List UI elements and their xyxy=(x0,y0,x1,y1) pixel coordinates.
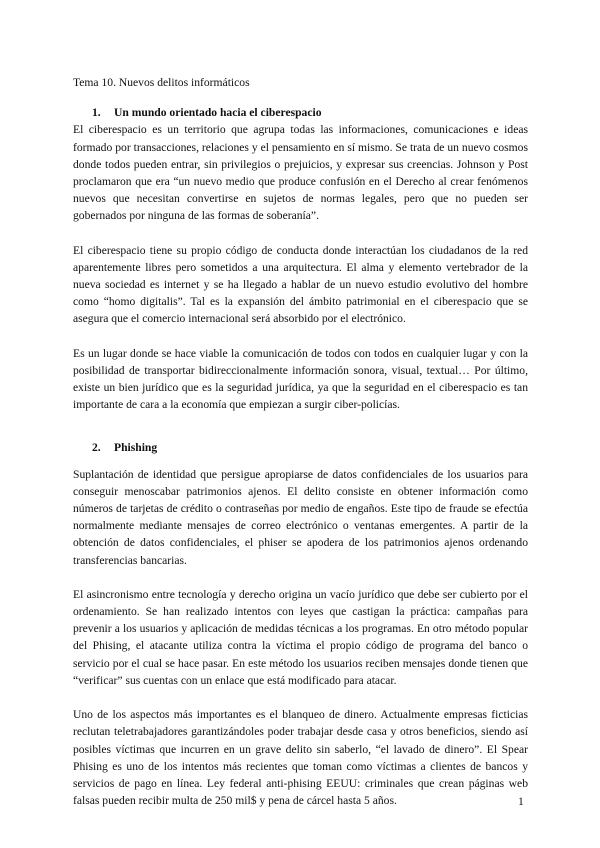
section-title: Phishing xyxy=(114,441,158,455)
paragraph: El asincronismo entre tecnología y derecho origina un vacío jurídico que debe ser cubierto por el ordenamiento. Se han realizado intentos con leyes que castigan la práctica: campañas para prevenir a los usuarios y aplicación de medidas técnicas a los programas. En otro método popular del Phising, el atacante utiliza contra la víctima el propio código de programa del banco o servicio por el cual se hace pasar. En este método los usuarios reciben mensajes donde tienen que “verificar” sus cuentas con un enlace que está modificado para atacar. xyxy=(73,587,528,687)
paragraph: Uno de los aspectos más importantes es el blanqueo de dinero. Actualmente empresas ficticias reclutan teletrabajadores garantizándoles poder trabajar desde casa y otros beneficios, siendo así posibles víctimas que incurren en un grave delito sin saberlo, “el lavado de dinero”. El Spear Phising es uno de los intentos más recientes que toman como víctimas a clientes de bancos y servicios de pago en línea. Ley federal anti-phising EEUU: criminales que crean páginas web falsas pueden recibir multa de 250 mil$ y pena de cárcel hasta 5 años. xyxy=(73,708,528,808)
section-number: 2. xyxy=(92,441,101,455)
section-heading-1 xyxy=(73,104,528,121)
page-number: 1 xyxy=(518,795,524,808)
section-number: 1. xyxy=(92,106,101,120)
paragraph: Es un lugar donde se hace viable la comunicación de todos con todos en cualquier lugar y con la posibilidad de transportar bidireccionalmente información sonora, visual, textual… Por último, existe un bien jurídico que es la seguridad jurídica, ya que la seguridad en el ciberespacio es tan importante de cara a la economía que empiezan a surgir ciber-policías. xyxy=(73,346,528,412)
document-title: Tema 10. Nuevos delitos informáticos xyxy=(73,76,250,89)
paragraph: El ciberespacio es un territorio que agrupa todas las informaciones, comunicaciones e ideas formado por transacciones, relaciones y el pensamiento en sí mismo. Se trata de un nuevo cosmos donde todos pueden entrar, sin privilegios o prejuicios, y expresar sus creencias. Johnson y Post proclamaron que era “un nuevo medio que produce confusión en el Derecho al crear fenómenos nuevos que necesitan convertirse en sujetos de normas legales, pero que no pueden ser gobernados por ninguna de las formas de soberanía”. xyxy=(73,123,528,223)
document-body xyxy=(73,74,528,809)
section-title: Un mundo orientado hacia el ciberespacio xyxy=(114,106,322,120)
paragraph: Suplantación de identidad que persigue apropiarse de datos confidenciales de los usuarios para conseguir menoscabar patrimonios ajenos. El delito consiste en obtener información como números de tarjetas de crédito o contraseñas por medio de engaños. Este tipo de fraude se efectúa normalmente mediante mensajes de correo electrónico o ventanas emergentes. A partir de la obtención de datos confidenciales, el phiser se apodera de los patrimonios ajenos ordenando transferencias bancarias. xyxy=(73,467,528,567)
paragraph: El ciberespacio tiene su propio código de conducta donde interactúan los ciudadanos de la red aparentemente libres pero sometidos a una arquitectura. El alma y elemento vertebrador de la nueva sociedad es internet y se ha llegado a hablar de un nuevo estudio evolutivo del hombre como “homo digitalis”. Tal es la expansión del ámbito patrimonial en el ciberespacio que se asegura que el comercio internacional será absorbido por el electrónico. xyxy=(73,243,528,326)
section-heading-2 xyxy=(73,439,528,456)
